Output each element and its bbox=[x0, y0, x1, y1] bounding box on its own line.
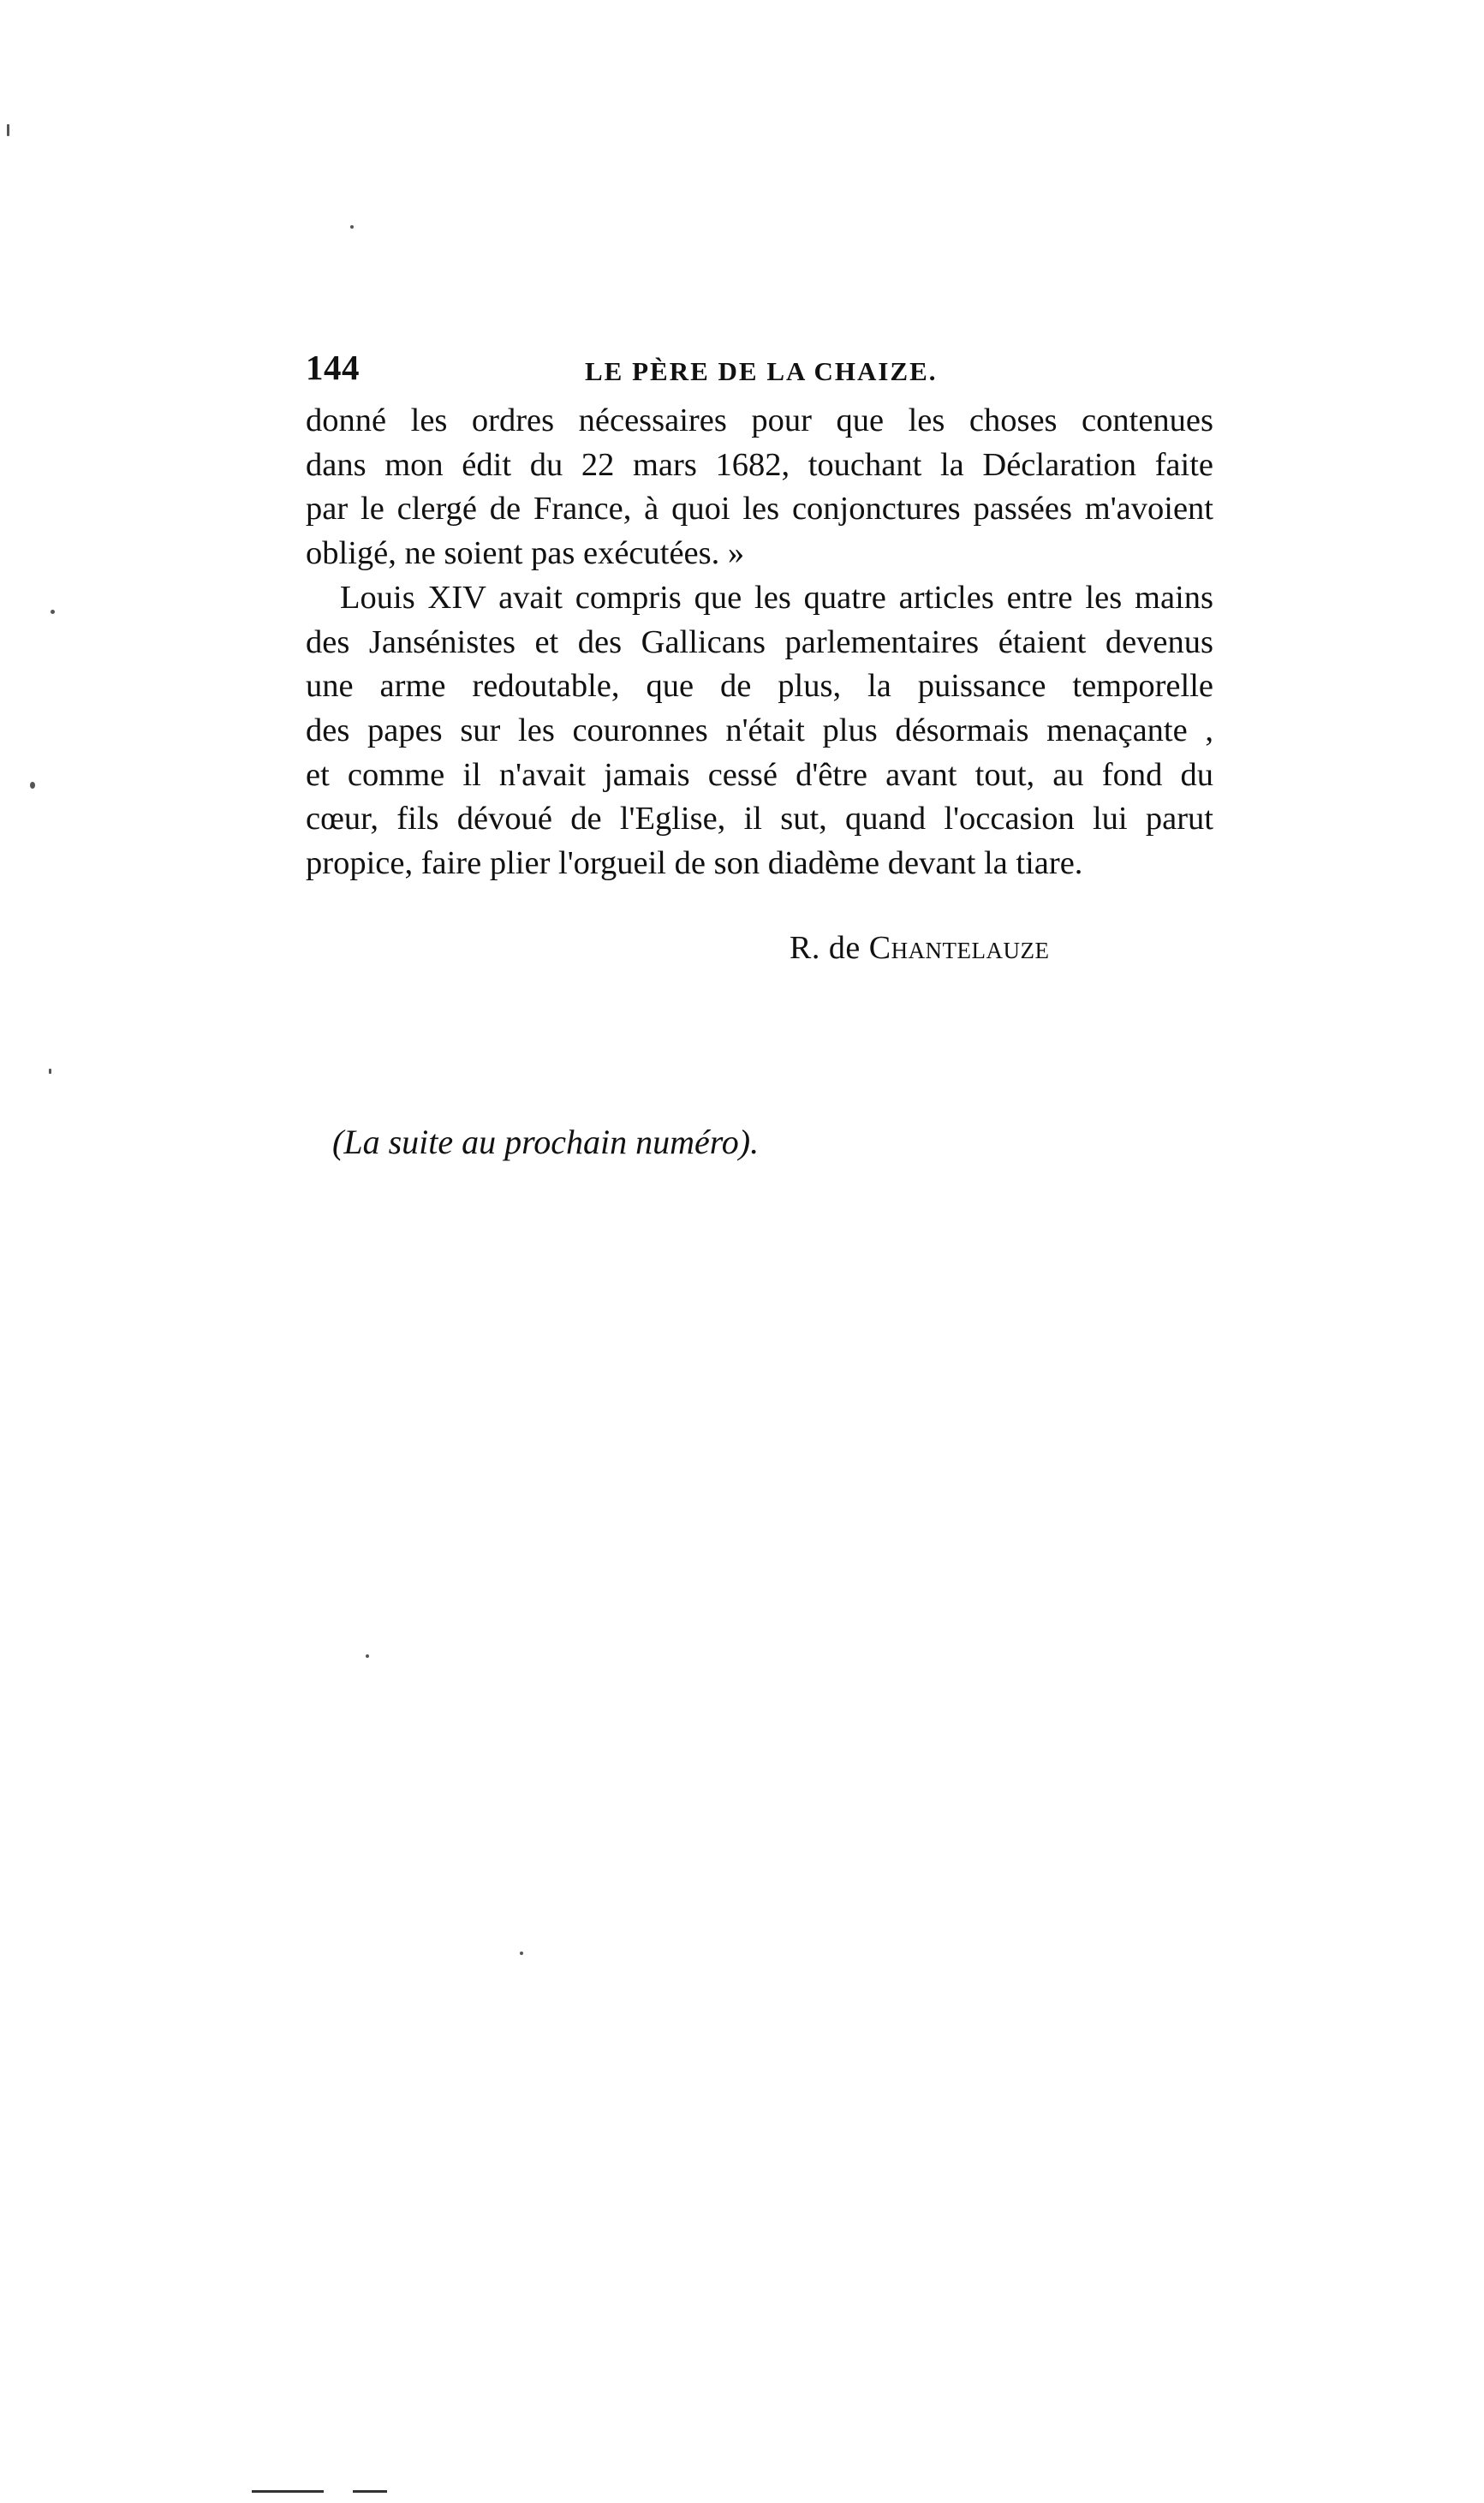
body-text bbox=[306, 399, 1213, 886]
paragraph-start-line: Louis XIV avait compris que les quatre articles entre les mains bbox=[340, 579, 1213, 616]
author-signature bbox=[790, 929, 1050, 967]
text-line: des Jansénistes et des Gallicans parlementaires étaient devenus bbox=[306, 623, 1213, 660]
continuation-note: (La suite au prochain numéro). bbox=[332, 1123, 760, 1161]
text-line: donné les ordres nécessaires pour que les choses contenues bbox=[306, 402, 1213, 438]
text-line: une arme redoutable, que de plus, la puissance temporelle bbox=[306, 668, 1213, 705]
text-line: des papes sur les couronnes n'était plus désormais menaçante , bbox=[306, 712, 1213, 748]
scan-speck bbox=[49, 1069, 51, 1074]
scan-speck bbox=[366, 1654, 369, 1658]
scan-speck bbox=[7, 124, 9, 136]
scan-speck bbox=[350, 225, 354, 229]
text-line: obligé, ne soient pas exécutées. » bbox=[306, 535, 745, 572]
scan-speck bbox=[30, 782, 35, 789]
signature-initial: R. de bbox=[790, 930, 861, 966]
scan-speck bbox=[51, 610, 55, 614]
bottom-rule bbox=[353, 2490, 387, 2493]
text-line: propice, faire plier l'orgueil de son diadème devant la tiare. bbox=[306, 845, 1083, 882]
text-line: dans mon édit du 22 mars 1682, touchant la Déclaration faite bbox=[306, 446, 1213, 483]
signature-surname: Chantelauze bbox=[868, 930, 1050, 966]
bottom-rule bbox=[252, 2490, 324, 2493]
text-line: par le clergé de France, à quoi les conjonctures passées m'avoient bbox=[306, 491, 1213, 527]
running-title: LE PÈRE DE LA CHAIZE. bbox=[585, 356, 938, 386]
running-head bbox=[306, 347, 1213, 398]
scan-speck bbox=[520, 1952, 523, 1955]
text-line: cœur, fils dévoué de l'Eglise, il sut, quand l'occasion lui parut bbox=[306, 801, 1213, 837]
page-number: 144 bbox=[306, 348, 360, 387]
text-line: et comme il n'avait jamais cessé d'être avant tout, au fond du bbox=[306, 756, 1213, 793]
